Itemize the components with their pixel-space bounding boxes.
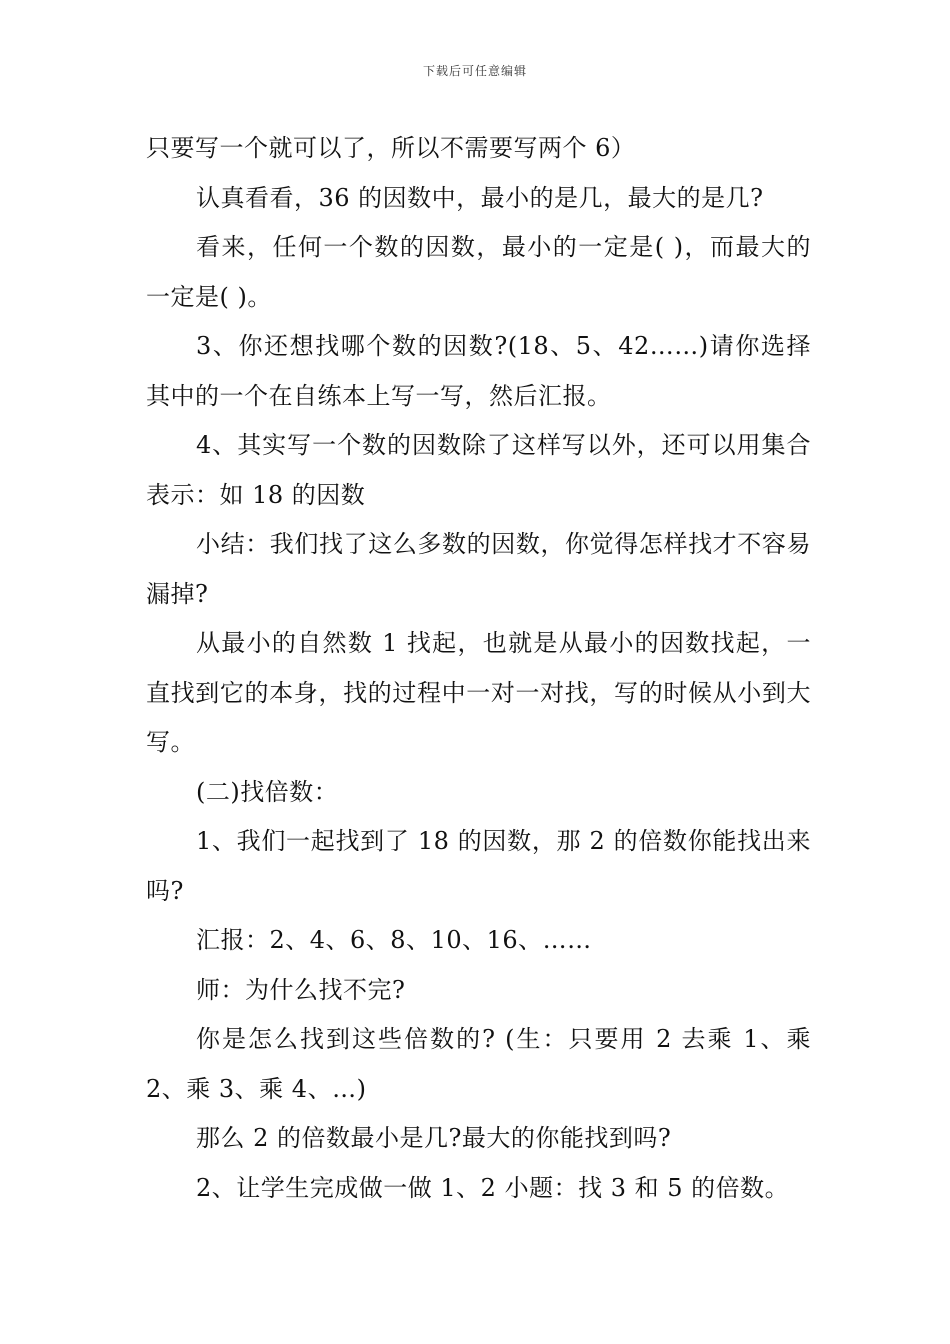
paragraph: 只要写一个就可以了，所以不需要写两个 6）	[146, 134, 636, 162]
page-header: 下载后可任意编辑	[422, 64, 527, 78]
paragraph: 小结：我们找了这么多数的因数，你觉得怎样找才不容易漏掉?	[146, 530, 811, 608]
paragraph: 3、你还想找哪个数的因数?(18、5、42……)请你选择其中的一个在自练本上写一写，然后汇报。	[146, 332, 811, 410]
paragraph: 2、让学生完成做一做 1、2 小题：找 3 和 5 的倍数。	[196, 1173, 790, 1202]
document-body	[146, 124, 811, 1213]
paragraph: 汇报：2、4、6、8、10、16、……	[196, 926, 592, 954]
paragraph: 1、我们一起找到了 18 的因数，那 2 的倍数你能找出来吗?	[146, 827, 811, 905]
paragraph: 认真看看，36 的因数中，最小的是几，最大的是几?	[196, 183, 764, 212]
paragraph: 你是怎么找到这些倍数的? (生：只要用 2 去乘 1、乘 2、乘 3、乘 4、…)	[146, 1025, 811, 1103]
paragraph: (二)找倍数：	[196, 777, 339, 806]
paragraph: 那么 2 的倍数最小是几?最大的你能找到吗?	[196, 1124, 672, 1152]
paragraph: 看来，任何一个数的因数，最小的一定是( )，而最大的一定是( )。	[146, 233, 811, 311]
paragraph: 从最小的自然数 1 找起，也就是从最小的因数找起，一直找到它的本身，找的过程中一对一对找，写的时候从小到大写。	[146, 629, 811, 756]
paragraph: 4、其实写一个数的因数除了这样写以外，还可以用集合表示：如 18 的因数	[146, 431, 811, 509]
paragraph: 师：为什么找不完?	[196, 975, 406, 1004]
